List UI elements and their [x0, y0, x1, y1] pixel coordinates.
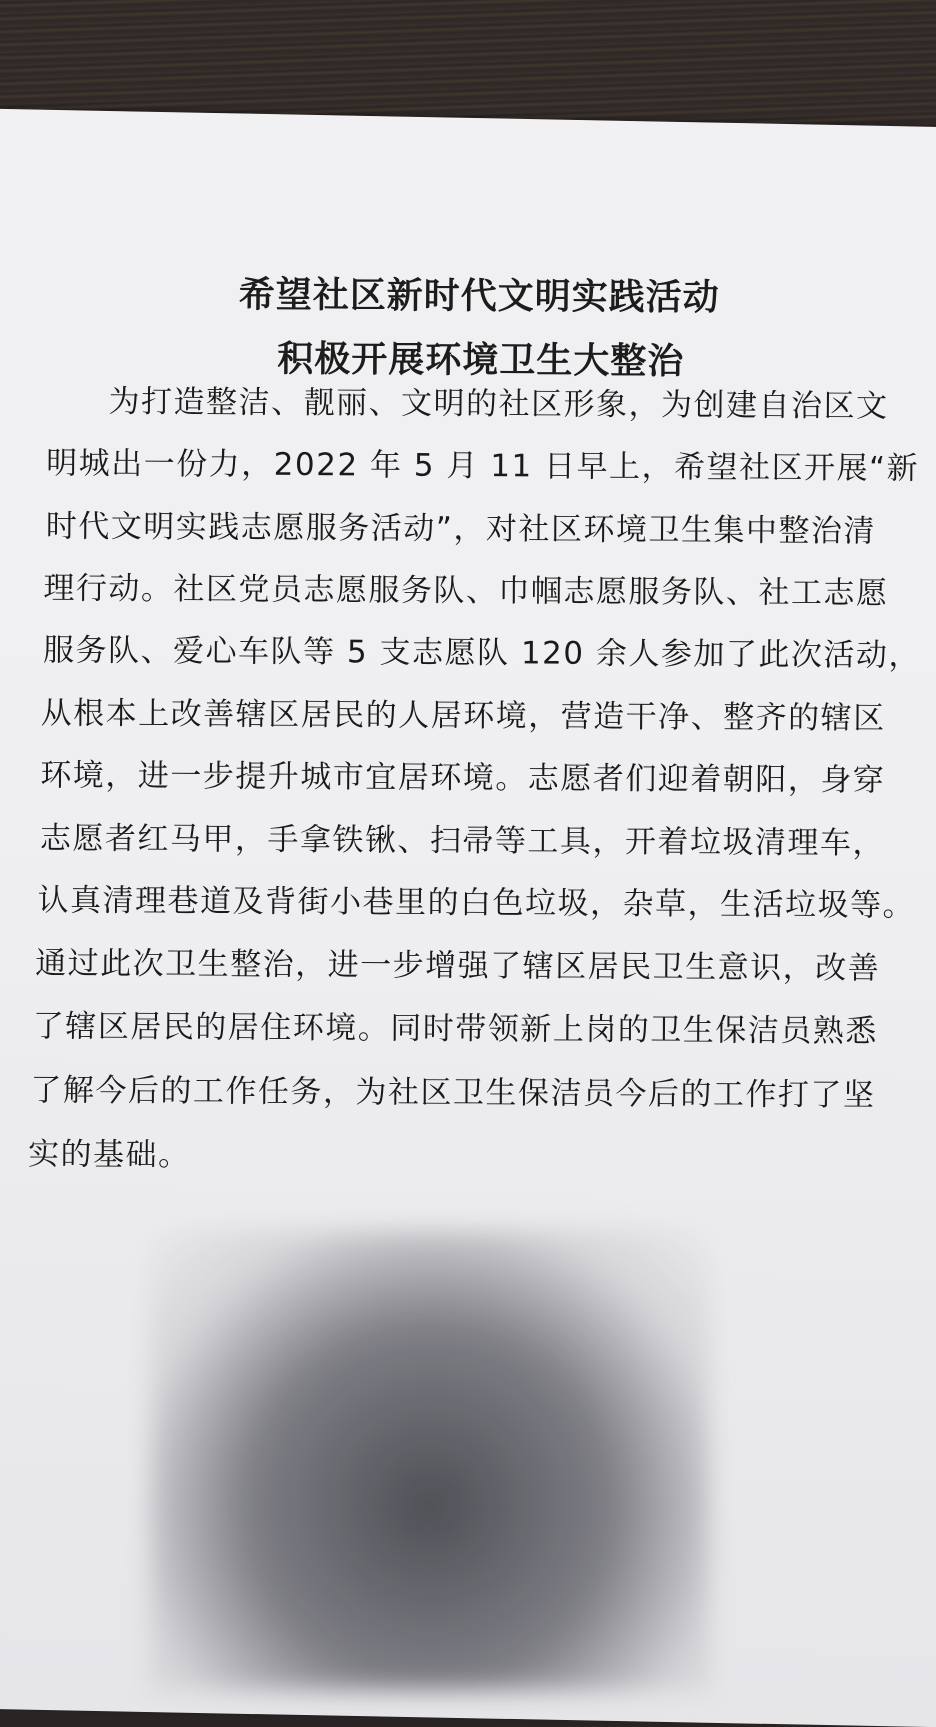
body-line: 了解今后的工作任务，为社区卫生保洁员今后的工作打了坚: [30, 1072, 876, 1114]
body-line: 明城出一份力，2022 年 5 月 11 日早上，希望社区开展“新: [46, 445, 920, 487]
body-line: 实的基础。: [27, 1136, 191, 1174]
body-line: 为打造整洁、靓丽、文明的社区形象，为创建自治区文: [108, 383, 889, 425]
body-line: 从根本上改善辖区居民的人居环境，营造干净、整齐的辖区: [40, 695, 886, 737]
body-line: 志愿者红马甲，手拿铁锹、扫帚等工具，开着垃圾清理车，: [39, 820, 886, 862]
title-line-2: 积极开展环境卫生大整治: [277, 338, 685, 383]
body-line: 理行动。社区党员志愿服务队、巾帼志愿服务队、社工志愿: [43, 570, 889, 612]
body-line: 通过此次卫生整治，进一步增强了辖区居民卫生意识，改善: [35, 945, 881, 987]
body-line: 环境，进一步提升城市宜居环境。志愿者们迎着朝阳，身穿: [40, 757, 886, 799]
title-line-1: 希望社区新时代文明实践活动: [238, 274, 720, 319]
body-line: 认真清理巷道及背街小巷里的白色垃圾，杂草，生活垃圾等。: [37, 882, 916, 924]
body-line: 了辖区居民的居住环境。同时带领新上岗的卫生保洁员熟悉: [32, 1008, 878, 1050]
body-line: 服务队、爱心车队等 5 支志愿队 120 余人参加了此次活动，: [42, 632, 922, 674]
body-line: 时代文明实践志愿服务活动”，对社区环境卫生集中整治清: [45, 508, 877, 550]
